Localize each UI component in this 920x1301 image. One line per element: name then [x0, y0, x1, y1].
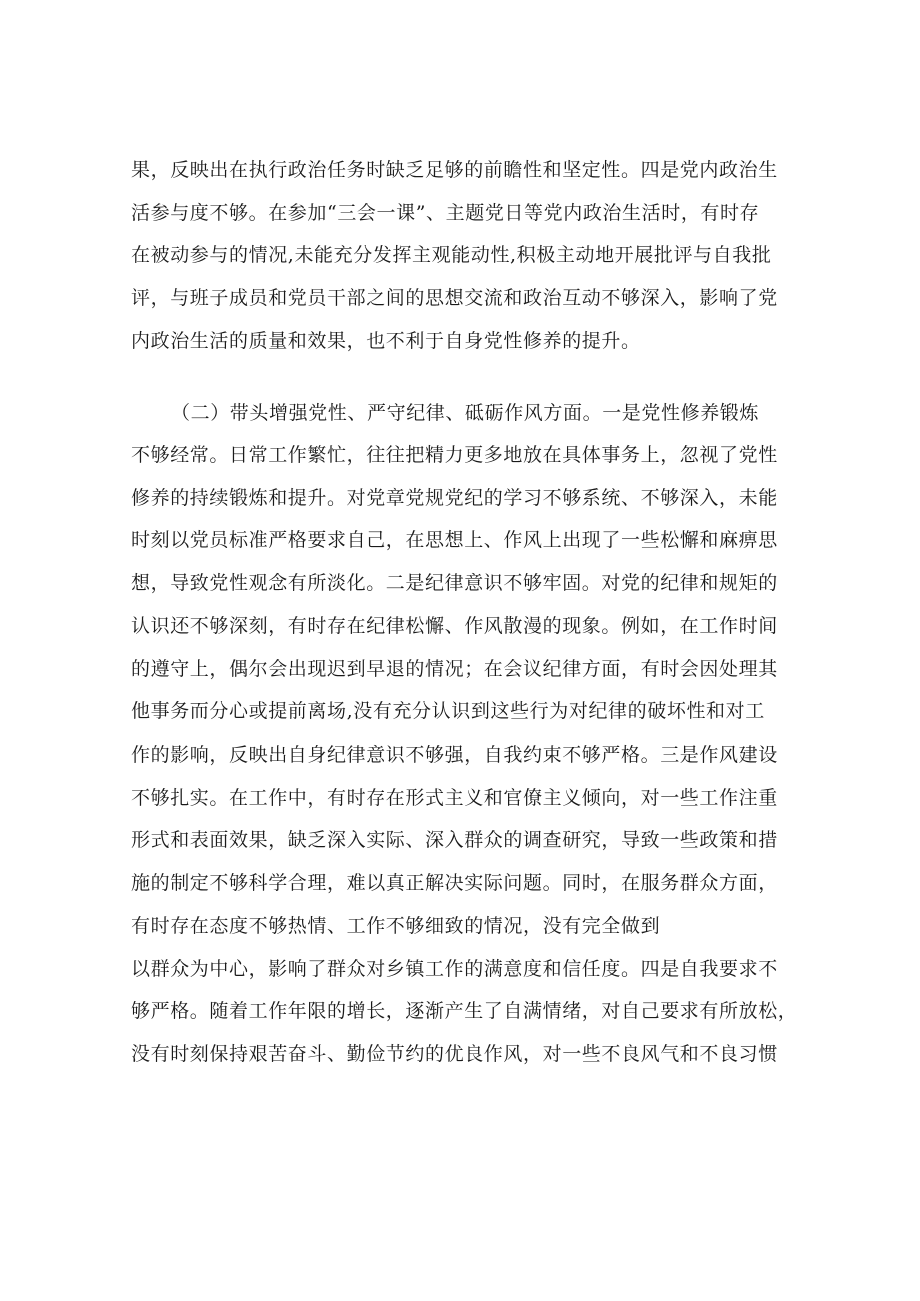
paragraph-2-line: 够严格。随着工作年限的增长，逐渐产生了自满情绪，对自己要求有所放松，	[131, 1000, 798, 1022]
paragraph-1-line: 内政治生活的质量和效果，也不利于自身党性修养的提升。	[131, 330, 641, 352]
paragraph-2-line: 施的制定不够科学合理，难以真正解决实际问题。同时，在服务群众方面，	[131, 872, 778, 894]
paragraph-2-line: 不够扎实。在工作中，有时存在形式主义和官僚主义倾向，对一些工作注重	[131, 787, 778, 809]
paragraph-2-line: 的遵守上，偶尔会出现迟到早退的情况；在会议纪律方面，有时会因处理其	[131, 658, 778, 680]
paragraph-2-line: 修养的持续锻炼和提升。对党章党规党纪的学习不够系统、不够深入，未能	[131, 487, 778, 509]
paragraph-1-line: 活参与度不够。在参加“三会一课”、主题党日等党内政治生活时，有时存	[131, 202, 760, 224]
paragraph-2-line: 他事务而分心或提前离场,没有充分认识到这些行为对纪律的破坏性和对工	[131, 700, 765, 722]
paragraph-2-line: 想，导致党性观念有所淡化。二是纪律意识不够牢固。对党的纪律和规矩的	[131, 572, 778, 594]
paragraph-1-line: 在被动参与的情况,未能充分发挥主观能动性,积极主动地开展批评与自我批	[131, 244, 772, 266]
paragraph-2-line: 形式和表面效果，缺乏深入实际、深入群众的调查研究，导致一些政策和措	[131, 829, 778, 851]
paragraph-2-line: 没有时刻保持艰苦奋斗、勤俭节约的优良作风，对一些不良风气和不良习惯	[131, 1043, 778, 1065]
paragraph-2-line: 时刻以党员标准严格要求自己，在思想上、作风上出现了一些松懈和麻痹思	[131, 529, 778, 551]
paragraph-2-line: 作的影响，反映出自身纪律意识不够强，自我约束不够严格。三是作风建设	[131, 744, 778, 766]
paragraph-1-line: 评，与班子成员和党员干部之间的思想交流和政治互动不够深入，影响了党	[131, 287, 778, 309]
paragraph-2-line: 以群众为中心，影响了群众对乡镇工作的满意度和信任度。四是自我要求不	[131, 958, 778, 980]
paragraph-2-line: 不够经常。日常工作繁忙，往往把精力更多地放在具体事务上，忽视了党性	[131, 444, 778, 466]
paragraph-2-line: 认识还不够深刻，有时存在纪律松懈、作风散漫的现象。例如，在工作时间	[131, 615, 778, 637]
paragraph-2-line: （二）带头增强党性、严守纪律、砥砺作风方面。一是党性修养锻炼	[171, 402, 760, 424]
paragraph-1-line: 果，反映出在执行政治任务时缺乏足够的前瞻性和坚定性。四是党内政治生	[131, 159, 778, 181]
paragraph-2-line: 有时存在态度不够热情、工作不够细致的情况，没有完全做到	[131, 915, 661, 937]
